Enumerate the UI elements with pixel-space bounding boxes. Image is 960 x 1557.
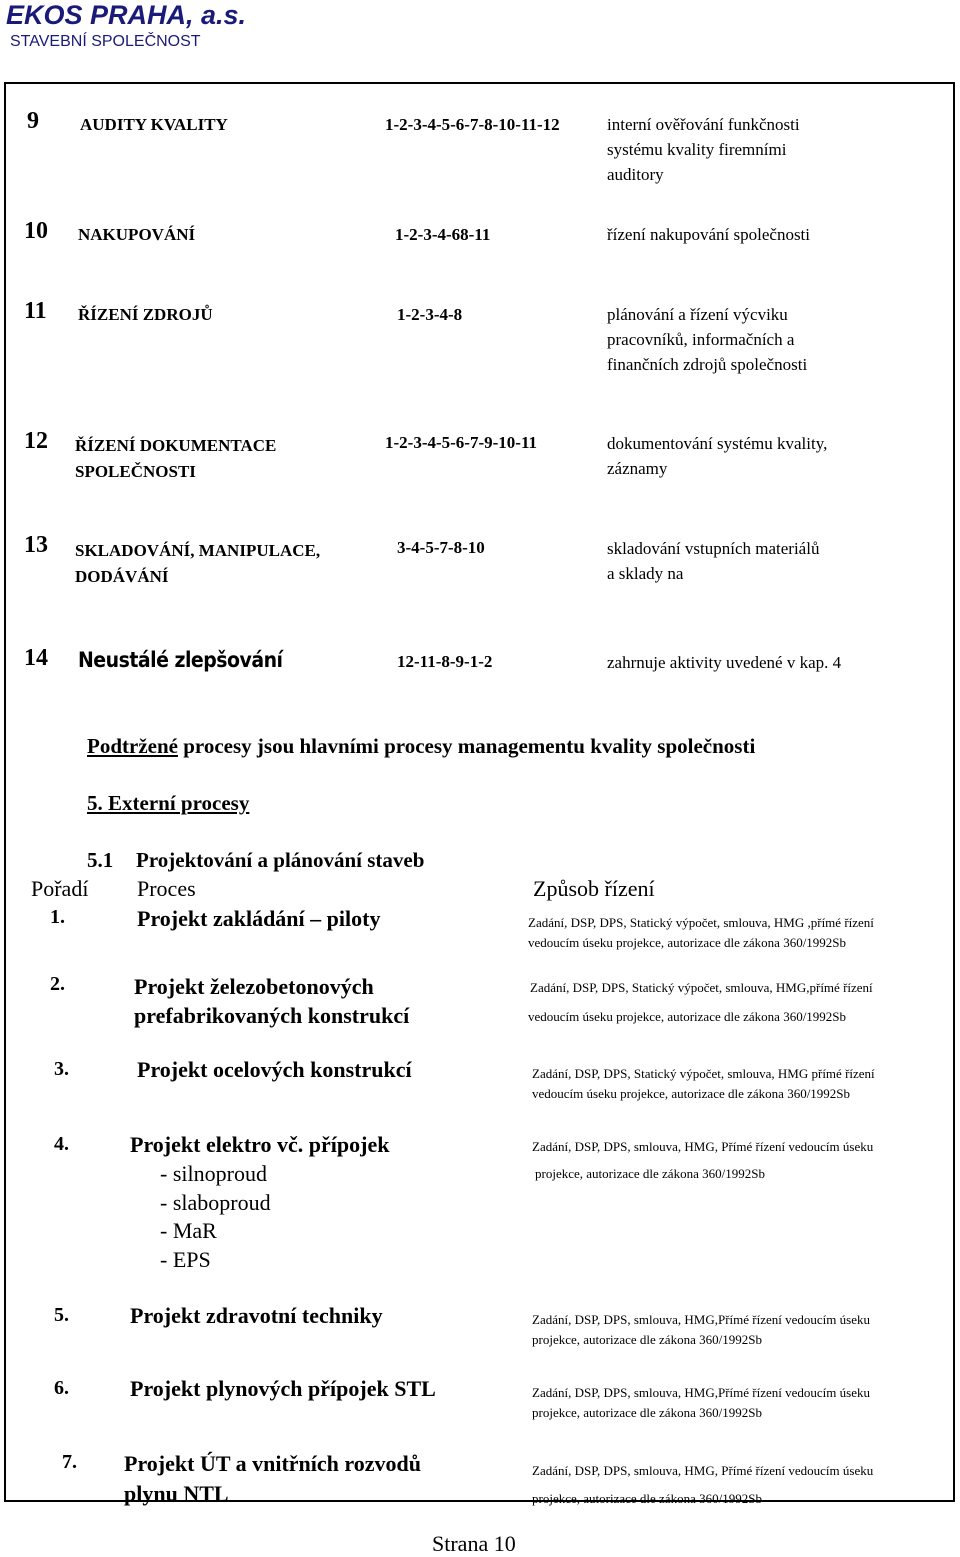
description-line: plánování a řízení výcviku xyxy=(607,305,788,324)
process-number: 10 xyxy=(24,218,48,244)
control-line: Zadání, DSP, DPS, smlouva, HMG,Přímé řízení vedoucím úseku xyxy=(532,1312,870,1327)
external-process-name: Projekt elektro vč. přípojek xyxy=(130,1132,390,1157)
control-line: Zadání, DSP, DPS, smlouva, HMG,Přímé řízení vedoucím úseku xyxy=(532,1385,870,1400)
external-name-line: Projekt železobetonových xyxy=(134,974,374,999)
process-description xyxy=(607,431,827,481)
external-process-name: Projekt zakládání – piloty xyxy=(137,906,381,931)
external-sub-items xyxy=(160,1160,271,1274)
process-name-line: SPOLEČNOSTI xyxy=(75,462,196,481)
page-number: Strana 10 xyxy=(432,1531,516,1556)
description-line: systému kvality firemními xyxy=(607,140,787,159)
external-process-name xyxy=(134,972,409,1030)
external-process-name: Projekt zdravotní techniky xyxy=(130,1303,383,1328)
control-line: vedoucím úseku projekce, autorizace dle zákona 360/1992Sb xyxy=(528,935,847,950)
description-line: záznamy xyxy=(607,459,668,478)
sub-item: - slaboproud xyxy=(160,1189,271,1215)
control-line: vedoucím úseku projekce, autorizace dle zákona 360/1992Sb xyxy=(532,1086,851,1101)
process-number: 9 xyxy=(27,108,39,134)
description-line: řízení nakupování společnosti xyxy=(607,225,811,244)
process-name: NAKUPOVÁNÍ xyxy=(78,225,196,244)
column-header-order: Pořadí xyxy=(31,876,89,901)
sub-item: - silnoproud xyxy=(160,1161,267,1186)
process-number: 13 xyxy=(24,532,48,558)
sub-item: - EPS xyxy=(160,1246,211,1272)
process-description xyxy=(607,222,810,247)
column-header-process: Proces xyxy=(137,876,196,901)
process-description xyxy=(607,302,807,377)
external-process-name: Projekt plynových přípojek STL xyxy=(130,1376,436,1401)
control-line: vedoucím úseku projekce, autorizace dle zákona 360/1992Sb xyxy=(528,1009,847,1024)
process-refs: 1-2-3-4-8 xyxy=(397,305,463,324)
control-line: Zadání, DSP, DPS, Statický výpočet, smlouva, HMG přímé řízení xyxy=(532,1066,875,1081)
description-line: interní ověřování funkčnosti xyxy=(607,115,800,134)
process-name xyxy=(75,538,320,590)
description-line: dokumentování systému kvality, xyxy=(607,434,828,453)
process-refs: 12-11-8-9-1-2 xyxy=(397,652,493,671)
company-subtitle: STAVEBNÍ SPOLEČNOST xyxy=(10,33,201,50)
external-number: 1. xyxy=(50,906,65,928)
control-method xyxy=(532,1064,875,1104)
control-line: projekce, autorizace dle zákona 360/1992Sb xyxy=(532,1405,762,1420)
process-description xyxy=(607,536,819,586)
external-number: 5. xyxy=(54,1304,69,1326)
subsection-number: 5.1 xyxy=(87,848,114,872)
control-line: projekce, autorizace dle zákona 360/1992Sb xyxy=(532,1332,762,1347)
external-name-line: prefabrikovaných konstrukcí xyxy=(134,1003,410,1028)
control-method xyxy=(532,1457,873,1513)
control-line: Zadání, DSP, DPS, Statický výpočet, smlouva, HMG,přímé řízení xyxy=(530,980,873,995)
control-line: Zadání, DSP, DPS, smlouva, HMG, Přímé řízení vedoucím úseku xyxy=(532,1139,874,1154)
description-line: auditory xyxy=(607,165,664,184)
sub-item: - MaR xyxy=(160,1218,217,1243)
external-number: 4. xyxy=(54,1133,69,1155)
external-name-line: plynu NTL xyxy=(124,1481,229,1506)
control-method xyxy=(532,1383,870,1423)
column-header-method: Způsob řízení xyxy=(533,876,655,901)
process-number: 12 xyxy=(24,428,48,454)
note-underlined-word: Podtržené xyxy=(87,734,178,758)
description-line: pracovníků, informačních a xyxy=(607,330,795,349)
control-method xyxy=(532,1310,870,1350)
process-name: AUDITY KVALITY xyxy=(80,115,228,134)
external-process-name xyxy=(124,1449,421,1509)
control-method xyxy=(528,913,874,953)
process-description xyxy=(607,112,800,187)
process-refs: 1-2-3-4-68-11 xyxy=(395,225,491,244)
process-refs: 1-2-3-4-5-6-7-8-10-11-12 xyxy=(385,115,560,134)
control-line: Zadání, DSP, DPS, Statický výpočet, smlouva, HMG ,přímé řízení xyxy=(528,915,874,930)
external-number: 7. xyxy=(62,1451,77,1473)
external-number: 6. xyxy=(54,1377,69,1399)
process-name-line: DODÁVÁNÍ xyxy=(75,567,169,586)
control-line: projekce, autorizace dle zákona 360/1992Sb xyxy=(535,1166,765,1181)
external-name-line: Projekt ÚT a vnitřních rozvodů xyxy=(124,1451,422,1476)
process-name-line: SKLADOVÁNÍ, MANIPULACE, xyxy=(75,541,321,560)
description-line: zahrnuje aktivity uvedené v kap. 4 xyxy=(607,653,842,672)
external-process-name: Projekt ocelových konstrukcí xyxy=(137,1057,412,1082)
description-line: a sklady na xyxy=(607,564,684,583)
external-number: 2. xyxy=(50,973,65,995)
process-refs: 1-2-3-4-5-6-7-9-10-11 xyxy=(385,433,538,452)
external-number: 3. xyxy=(54,1058,69,1080)
process-name: Neustálé zlepšování xyxy=(78,648,283,672)
description-line: skladování vstupních materiálů xyxy=(607,539,820,558)
process-number: 11 xyxy=(24,298,47,324)
description-line: finančních zdrojů společnosti xyxy=(607,355,808,374)
process-name xyxy=(75,433,276,485)
subsection-title: Projektování a plánování staveb xyxy=(136,848,425,872)
process-number: 14 xyxy=(24,645,48,671)
process-name: ŘÍZENÍ ZDROJŮ xyxy=(78,305,213,324)
control-line: Zadání, DSP, DPS, smlouva, HMG, Přímé řízení vedoucím úseku xyxy=(532,1463,874,1478)
main-processes-note xyxy=(87,734,755,759)
note-text: procesy jsou hlavními procesy managementu kvality společnosti xyxy=(177,734,756,758)
section-heading: 5. Externí procesy xyxy=(87,791,250,815)
company-name: EKOS PRAHA, a.s. xyxy=(6,0,247,30)
process-description xyxy=(607,650,841,675)
process-refs: 3-4-5-7-8-10 xyxy=(397,538,485,557)
process-name-line: ŘÍZENÍ DOKUMENTACE xyxy=(75,436,277,455)
control-line: projekce, autorizace dle zákona 360/1992Sb xyxy=(532,1491,762,1506)
